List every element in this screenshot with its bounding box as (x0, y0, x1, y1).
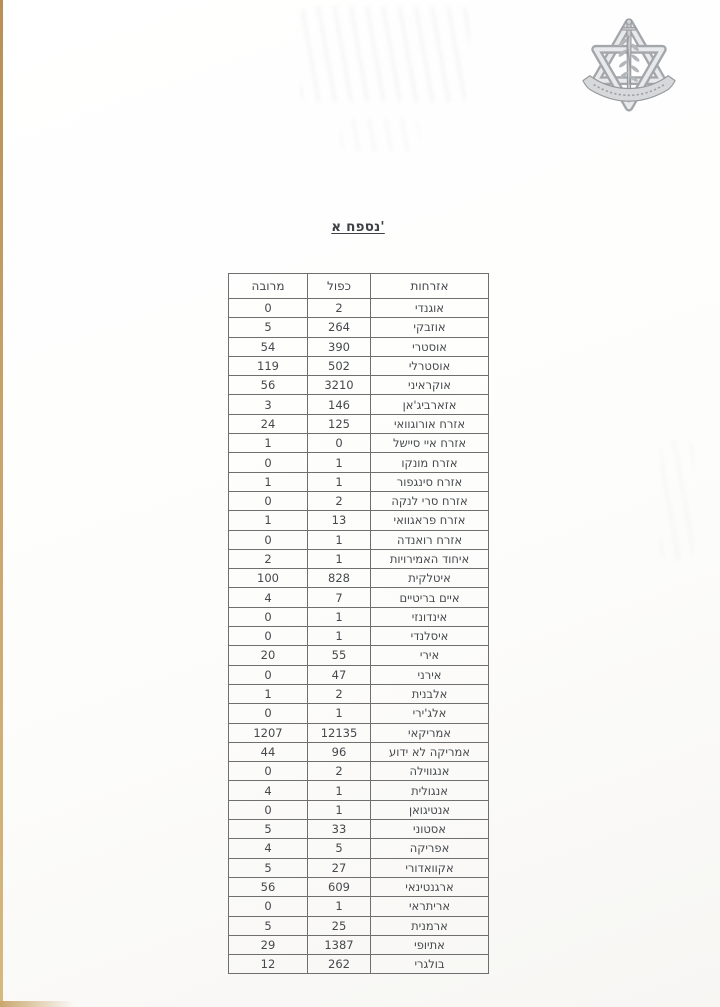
table-row (229, 665, 489, 684)
cell-double: 1 (308, 453, 371, 472)
cell-citizenship: אמריקאי (371, 723, 489, 742)
bleed-through-mark (340, 118, 420, 152)
cell-double: 264 (308, 318, 371, 337)
cell-multiple: 2 (229, 549, 308, 568)
cell-citizenship: אלג'ירי (371, 704, 489, 723)
cell-double: 1 (308, 781, 371, 800)
cell-double: 2 (308, 762, 371, 781)
cell-multiple: 0 (229, 627, 308, 646)
cell-citizenship: אזרח סרי לנקה (371, 491, 489, 510)
cell-double: 1387 (308, 935, 371, 954)
cell-multiple: 0 (229, 453, 308, 472)
cell-double: 146 (308, 395, 371, 414)
cell-multiple: 1 (229, 434, 308, 453)
cell-multiple: 119 (229, 356, 308, 375)
cell-citizenship: ארגנטינאי (371, 877, 489, 896)
cell-double: 0 (308, 434, 371, 453)
table-row (229, 839, 489, 858)
table-row (229, 511, 489, 530)
table-row (229, 299, 489, 318)
table-row (229, 356, 489, 375)
header-multiple: מרובה (229, 274, 308, 299)
cell-multiple: 24 (229, 414, 308, 433)
cell-multiple: 3 (229, 395, 308, 414)
cell-double: 55 (308, 646, 371, 665)
table-row (229, 627, 489, 646)
cell-multiple: 1 (229, 511, 308, 530)
cell-double: 13 (308, 511, 371, 530)
table-row (229, 588, 489, 607)
page-corner-edge (0, 1001, 82, 1007)
idf-emblem-icon (578, 14, 680, 112)
cell-multiple: 44 (229, 742, 308, 761)
cell-double: 25 (308, 916, 371, 935)
cell-multiple: 12 (229, 955, 308, 974)
table-row (229, 877, 489, 896)
cell-multiple: 1207 (229, 723, 308, 742)
cell-double: 262 (308, 955, 371, 974)
idf-emblem-logo (578, 14, 680, 112)
cell-multiple: 0 (229, 800, 308, 819)
cell-double: 1 (308, 800, 371, 819)
cell-double: 1 (308, 627, 371, 646)
table-row (229, 434, 489, 453)
table-row (229, 414, 489, 433)
cell-double: 27 (308, 858, 371, 877)
cell-double: 96 (308, 742, 371, 761)
table-row (229, 453, 489, 472)
cell-double: 828 (308, 569, 371, 588)
table-header-row (229, 274, 489, 299)
table-row (229, 897, 489, 916)
cell-citizenship: אזרח רואנדה (371, 530, 489, 549)
cell-double: 2 (308, 299, 371, 318)
cell-multiple: 0 (229, 704, 308, 723)
table-row (229, 395, 489, 414)
cell-citizenship: אסטוני (371, 820, 489, 839)
page-left-edge (0, 0, 3, 1007)
cell-multiple: 4 (229, 588, 308, 607)
cell-citizenship: אינדונזי (371, 607, 489, 626)
cell-citizenship: אנגולית (371, 781, 489, 800)
cell-multiple: 56 (229, 877, 308, 896)
cell-double: 609 (308, 877, 371, 896)
table-row (229, 607, 489, 626)
cell-citizenship: אוגנדי (371, 299, 489, 318)
cell-citizenship: אזרח פראגוואי (371, 511, 489, 530)
table-row (229, 800, 489, 819)
table-row (229, 781, 489, 800)
table-row (229, 318, 489, 337)
table-row (229, 472, 489, 491)
citizenship-table (228, 273, 489, 974)
cell-multiple: 4 (229, 839, 308, 858)
cell-citizenship: אזארביג'אן (371, 395, 489, 414)
table-row (229, 820, 489, 839)
table-row (229, 376, 489, 395)
cell-citizenship: אריתראי (371, 897, 489, 916)
cell-double: 1 (308, 530, 371, 549)
cell-multiple: 0 (229, 607, 308, 626)
bleed-through-mark (300, 6, 470, 102)
cell-multiple: 29 (229, 935, 308, 954)
cell-citizenship: איטלקית (371, 569, 489, 588)
cell-double: 47 (308, 665, 371, 684)
cell-citizenship: איחוד האמירויות (371, 549, 489, 568)
cell-multiple: 0 (229, 762, 308, 781)
cell-double: 2 (308, 491, 371, 510)
cell-multiple: 0 (229, 491, 308, 510)
cell-multiple: 4 (229, 781, 308, 800)
cell-multiple: 1 (229, 472, 308, 491)
cell-citizenship: ארמנית (371, 916, 489, 935)
header-double: כפול (308, 274, 371, 299)
cell-citizenship: אנגווילה (371, 762, 489, 781)
cell-multiple: 0 (229, 299, 308, 318)
table-row (229, 491, 489, 510)
table-row (229, 704, 489, 723)
cell-citizenship: איסלנדי (371, 627, 489, 646)
cell-double: 12135 (308, 723, 371, 742)
cell-citizenship: אתיופי (371, 935, 489, 954)
cell-multiple: 5 (229, 820, 308, 839)
cell-citizenship: אירי (371, 646, 489, 665)
cell-multiple: 0 (229, 897, 308, 916)
cell-double: 502 (308, 356, 371, 375)
cell-multiple: 54 (229, 337, 308, 356)
cell-double: 3210 (308, 376, 371, 395)
table-row (229, 935, 489, 954)
cell-citizenship: אמריקה לא ידוע (371, 742, 489, 761)
table-row (229, 569, 489, 588)
cell-citizenship: אזרח מונקו (371, 453, 489, 472)
table-row (229, 955, 489, 974)
cell-citizenship: אקוואדורי (371, 858, 489, 877)
cell-multiple: 100 (229, 569, 308, 588)
table-row (229, 742, 489, 761)
cell-citizenship: איים בריטיים (371, 588, 489, 607)
cell-double: 1 (308, 607, 371, 626)
cell-citizenship: אלבנית (371, 684, 489, 703)
table-row (229, 916, 489, 935)
cell-citizenship: אזרח סינגפור (371, 472, 489, 491)
bleed-through-mark (660, 440, 694, 560)
cell-multiple: 5 (229, 318, 308, 337)
cell-citizenship: אוסטרי (371, 337, 489, 356)
cell-citizenship: אנטיגואן (371, 800, 489, 819)
cell-citizenship: אזרח אורוגוואי (371, 414, 489, 433)
table-row (229, 723, 489, 742)
cell-double: 390 (308, 337, 371, 356)
cell-multiple: 20 (229, 646, 308, 665)
table-row (229, 684, 489, 703)
table-row (229, 646, 489, 665)
cell-double: 5 (308, 839, 371, 858)
cell-multiple: 5 (229, 858, 308, 877)
table-row (229, 337, 489, 356)
cell-double: 7 (308, 588, 371, 607)
table-row (229, 549, 489, 568)
cell-double: 33 (308, 820, 371, 839)
cell-citizenship: בולגרי (371, 955, 489, 974)
cell-double: 1 (308, 549, 371, 568)
cell-multiple: 0 (229, 665, 308, 684)
cell-multiple: 0 (229, 530, 308, 549)
cell-citizenship: אפריקה (371, 839, 489, 858)
table-row (229, 858, 489, 877)
cell-multiple: 1 (229, 684, 308, 703)
cell-multiple: 5 (229, 916, 308, 935)
cell-double: 1 (308, 897, 371, 916)
cell-double: 1 (308, 704, 371, 723)
cell-double: 125 (308, 414, 371, 433)
cell-citizenship: אירני (371, 665, 489, 684)
table-row (229, 762, 489, 781)
cell-multiple: 56 (229, 376, 308, 395)
header-citizenship: אזרחות (371, 274, 489, 299)
table-row (229, 530, 489, 549)
cell-citizenship: אזרח איי סיישל (371, 434, 489, 453)
cell-double: 1 (308, 472, 371, 491)
cell-citizenship: אוזבקי (371, 318, 489, 337)
cell-citizenship: אוקראיני (371, 376, 489, 395)
table-body (229, 299, 489, 974)
cell-citizenship: אוסטרלי (371, 356, 489, 375)
cell-double: 2 (308, 684, 371, 703)
appendix-title: נספח א' (331, 219, 385, 235)
